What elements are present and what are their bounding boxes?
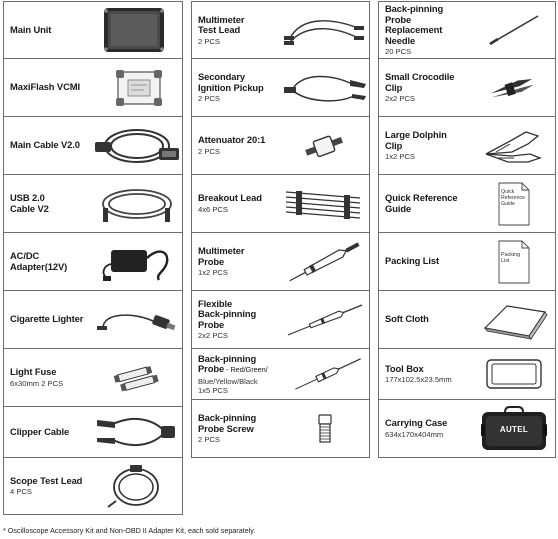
item-multimeter-probe [191,232,370,291]
item-quick-reference-guide [378,174,556,233]
item-small-crocodile-clip [378,58,556,117]
tablet-icon [86,2,182,58]
item-clipper-cable [3,406,183,458]
item-soft-cloth [378,290,556,349]
item-scope-test-lead [3,457,183,515]
item-backpin-probe-screw [191,399,370,458]
fuse-icon [92,349,182,406]
item-name: Breakout Lead [198,192,262,204]
packing-list-cover-text: Packing List [501,251,521,264]
item-name: Attenuator 20:1 [198,134,266,146]
footnote: * Oscilloscope Accessory Kit and Non-OBD II Adapter Kit, each sold separately. [3,526,256,535]
item-secondary-ignition-pickup [191,58,370,117]
packing-list-icon [473,233,555,290]
item-packing-list [378,232,556,291]
carrying-case-icon [473,400,555,457]
item-multimeter-test-lead [191,1,370,59]
item-name: MaxiFlash VCMI [10,81,80,93]
tool-box-icon [473,349,555,399]
item-name: Cigarette Lighter [10,313,84,325]
clipper-cable-icon [92,407,182,457]
item-name: Flexible Back-pinning Probe [198,297,257,330]
item-name: Back-pinning Probe Replacement Needle [385,3,444,46]
ignition-pickup-icon [280,59,369,116]
item-name: Small Crocodile Clip [385,71,455,93]
cloth-icon [473,291,555,348]
item-maxiflash-vcmi [3,58,183,117]
item-name: Scope Test Lead [10,474,83,486]
flex-probe-icon [280,291,369,348]
item-main-unit [3,1,183,59]
item-name: Carrying Case [385,417,448,429]
item-qty: 2x2 PCS [385,94,415,103]
item-name: Soft Cloth [385,313,429,325]
guide-document-icon [473,175,555,232]
item-name: Tool Box [385,362,424,374]
item-qty: 20 PCS [385,47,412,56]
item-breakout-lead [191,174,370,233]
item-qty: 2 PCS [198,94,220,103]
item-qty: Blue/Yellow/Black 1x5 PCS [198,376,258,395]
item-name: Multimeter Test Lead [198,13,245,35]
item-qty: 4x6 PCS [198,204,228,214]
item-cigarette-lighter [3,290,183,349]
item-tool-box [378,348,556,400]
probe-screw-icon [280,400,369,457]
item-name: Large Dolphin Clip [385,129,447,151]
item-qty: 1x2 PCS [198,268,228,277]
item-qty: 6x30mm 2 PCS [10,378,64,388]
multimeter-lead-icon [278,2,369,58]
item-qty: 2x2 PCS [198,331,228,341]
item-name: Light Fuse [10,366,57,378]
item-name-main: Back-pinning Probe [198,352,257,374]
attenuator-icon [280,117,369,174]
breakout-lead-icon [278,175,369,232]
cigarette-lighter-cable-icon [92,291,182,348]
needle-icon [473,2,555,58]
item-replacement-needle [378,1,556,59]
item-flexible-backpin-probe [191,290,370,349]
item-qty: 1x2 PCS [385,152,415,161]
item-qty: 2 PCS [198,435,220,444]
obd-cable-icon [92,117,182,174]
scope-lead-icon [92,458,182,514]
item-attenuator [191,116,370,175]
item-qty: 2 PCS [198,146,220,156]
item-acdc-adapter [3,232,183,291]
multimeter-probe-icon [280,233,369,290]
guide-cover-text: Quick Reference Guide [501,188,525,207]
item-name-suffix: - Red/Green/ [224,365,268,374]
item-name: Multimeter Probe [198,245,245,267]
item-name: AC/DC Adapter(12V) [10,250,68,272]
item-name: Clipper Cable [10,425,70,437]
item-name: Main Unit [10,23,52,35]
vcmi-box-icon [96,59,182,116]
crocodile-clip-icon [473,59,555,116]
item-name: Back-pinning Probe Screw [198,412,257,434]
item-qty: 177x102.5x23.5mm [385,375,452,385]
item-name: Main Cable V2.0 [10,139,80,151]
item-name: Packing List [385,255,440,267]
item-name [198,354,288,376]
item-qty: 4 PCS [10,487,32,497]
item-large-dolphin-clip [378,116,556,175]
item-usb-cable [3,174,183,233]
item-name: Secondary Ignition Pickup [198,71,264,93]
backpin-probe-icon [286,349,369,399]
item-main-cable [3,116,183,175]
case-brand-logo: AUTEL [499,424,529,434]
power-adapter-icon [92,233,182,290]
usb-cable-icon [92,175,182,232]
item-qty: 2 PCS [198,36,220,46]
item-light-fuse [3,348,183,407]
item-carrying-case [378,399,556,458]
item-backpin-probe [191,348,370,400]
item-name: USB 2.0 Cable V2 [10,192,49,214]
dolphin-clip-icon [473,117,555,174]
item-qty: 634x170x404mm [385,429,444,439]
item-name: Quick Reference Guide [385,192,458,214]
